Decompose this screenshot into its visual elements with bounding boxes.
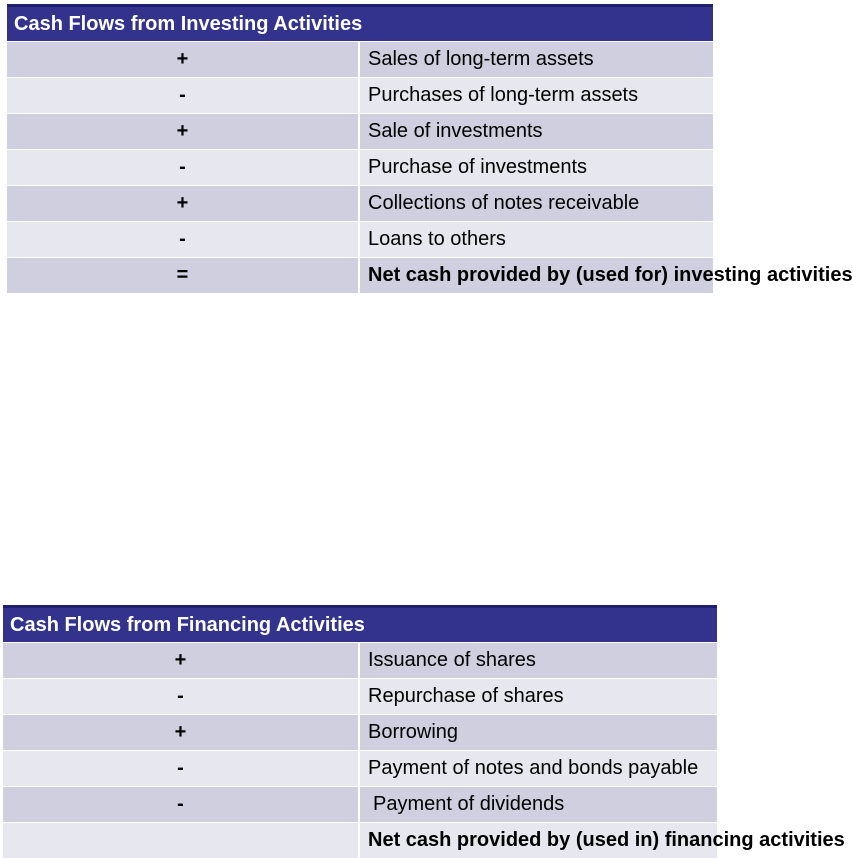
sign-equals: = xyxy=(7,257,360,293)
investing-row-purchases-long-term-assets xyxy=(7,77,713,113)
sign-minus: - xyxy=(3,750,360,786)
financing-row-issuance-of-shares xyxy=(3,642,717,678)
total-label: Net cash provided by (used in) financing activities xyxy=(360,822,717,858)
line-item-label: Borrowing xyxy=(360,714,717,750)
investing-row-purchase-of-investments xyxy=(7,149,713,185)
financing-row-payment-notes-bonds xyxy=(3,750,717,786)
line-item-label: Purchases of long-term assets xyxy=(360,77,713,113)
sign-minus: - xyxy=(7,149,360,185)
financing-total-row xyxy=(3,822,717,858)
investing-total-row xyxy=(7,257,713,293)
sign-minus: - xyxy=(3,678,360,714)
sign-plus: + xyxy=(7,41,360,77)
financing-row-payment-of-dividends xyxy=(3,786,717,822)
sign-minus: - xyxy=(7,77,360,113)
sign-minus: - xyxy=(3,786,360,822)
total-label: Net cash provided by (used for) investing activities xyxy=(360,257,713,293)
financing-header-row xyxy=(3,605,717,642)
sign-plus: + xyxy=(3,642,360,678)
investing-row-loans-to-others xyxy=(7,221,713,257)
sign-minus: - xyxy=(7,221,360,257)
sign-plus: + xyxy=(7,113,360,149)
investing-row-sale-of-investments xyxy=(7,113,713,149)
line-item-label: Sale of investments xyxy=(360,113,713,149)
sign-blank xyxy=(3,822,360,858)
sign-plus: + xyxy=(7,185,360,221)
line-item-label: Sales of long-term assets xyxy=(360,41,713,77)
line-item-label: Issuance of shares xyxy=(360,642,717,678)
line-item-label: Payment of dividends xyxy=(360,786,717,822)
financing-row-repurchase-of-shares xyxy=(3,678,717,714)
line-item-label: Loans to others xyxy=(360,221,713,257)
investing-row-sales-long-term-assets xyxy=(7,41,713,77)
line-item-label: Purchase of investments xyxy=(360,149,713,185)
financing-activities-table xyxy=(3,605,845,858)
financing-row-borrowing xyxy=(3,714,717,750)
investing-header-row xyxy=(7,4,713,41)
sign-plus: + xyxy=(3,714,360,750)
line-item-label: Collections of notes receivable xyxy=(360,185,713,221)
line-item-label: Payment of notes and bonds payable xyxy=(360,750,717,786)
investing-table-title: Cash Flows from Investing Activities xyxy=(7,4,713,41)
line-item-label: Repurchase of shares xyxy=(360,678,717,714)
investing-activities-table xyxy=(7,4,853,293)
investing-row-collections-notes-receivable xyxy=(7,185,713,221)
financing-table-title: Cash Flows from Financing Activities xyxy=(3,605,717,642)
